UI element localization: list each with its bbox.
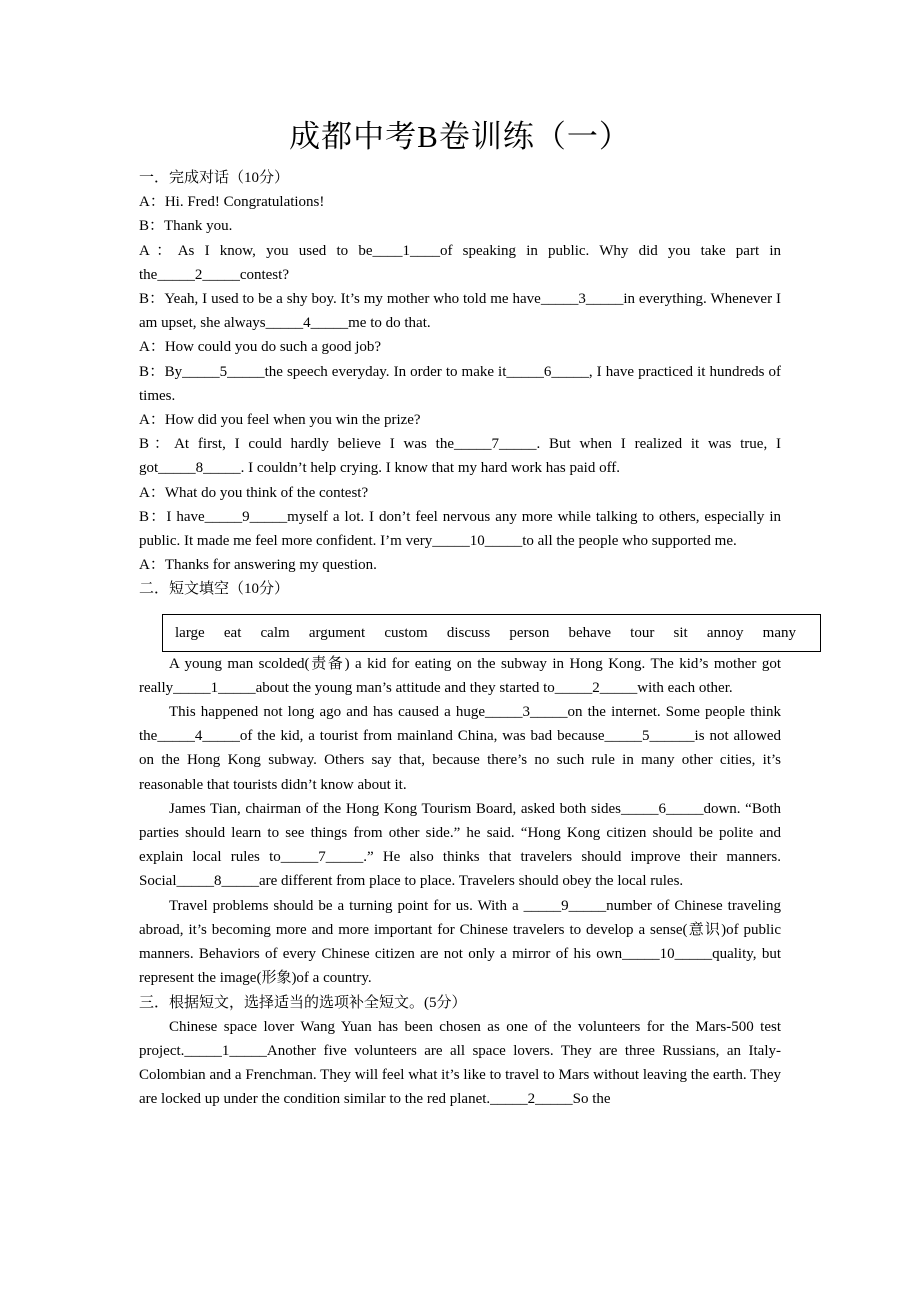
word-bank-item: argument	[308, 624, 366, 641]
dialogue-line: A：Hi. Fred! Congratulations!	[139, 194, 325, 211]
dialogue-line: B：At first, I could hardly believe I was the_____7_____. But when I realized it was true, I got_____8_____. I couldn’t help crying. I know that my hard work has paid off.	[139, 436, 781, 477]
passage-paragraph: Chinese space lover Wang Yuan has been chosen as one of the volunteers for the Mars-500 test project._____1_____Another five volunteers are all space lovers. They are three Russians, an Italy-Colombian and a Frenchman. They will feel what it’s like to travel to Mars without leaving the earth. They are locked up under the condition similar to the red planet._____2_____So the	[139, 1018, 781, 1108]
passage-paragraph: This happened not long ago and has caused a huge_____3_____on the internet. Some people think the_____4_____of the kid, a tourist from mainland China, was bad because_____5______is not allowed on the Hong Kong subway. Others say that, because there’s no such rule in many other cities, it’s reasonable that tourists didn’t know about it.	[139, 704, 781, 793]
word-bank-item: behave	[568, 624, 611, 641]
section3-heading: 三．根据短文，选择适当的选项补全短文。(5分）	[139, 994, 467, 1011]
word-bank-item: tour	[630, 624, 655, 641]
passage-paragraph: James Tian, chairman of the Hong Kong Tourism Board, asked both sides_____6_____down. “Both parties should learn to see things from other side.” he said. “Hong Kong citizen should be polite and explain local rules to_____7_____.” He also thinks that travelers should improve their manners. Social_____8_____are different from place to place. Travelers should obey the local rules.	[139, 800, 781, 890]
page-title: 成都中考B卷训练（一）	[289, 119, 631, 154]
word-bank-item: person	[509, 624, 550, 641]
passage-paragraph: Travel problems should be a turning point for us. With a _____9_____number of Chinese traveling abroad, it’s becoming more and more important for Chinese travelers to develop a sense(意识)of public manners. Behaviors of every Chinese citizen are not only a mirror of his own_____10_____quality, but represent the image(形象)of a country.	[139, 897, 781, 987]
dialogue-line: B：Thank you.	[139, 218, 233, 235]
word-bank-item: eat	[223, 624, 242, 641]
section2-heading: 二．短文填空（10分）	[139, 581, 290, 598]
dialogue-line: A：Thanks for answering my question.	[139, 557, 377, 574]
document-page	[139, 112, 796, 1112]
word-bank-item: calm	[260, 624, 290, 641]
section1-heading: 一．完成对话（10分）	[139, 170, 290, 186]
passage-paragraph: A young man scolded(责备) a kid for eating on the subway in Hong Kong. The kid’s mother got really_____1_____about the young man’s attitude and they started to_____2_____with each other.	[139, 655, 781, 696]
dialogue-line: A：What do you think of the contest?	[139, 484, 369, 501]
word-bank-item: annoy	[706, 624, 744, 641]
dialogue-line: A：As I know, you used to be____1____of speaking in public. Why did you take part in the_____2_____contest?	[139, 242, 781, 283]
dialogue-line: B：Yeah, I used to be a shy boy. It’s my mother who told me have_____3_____in everything. Whenever I am upset, she always_____4_____me to do that.	[139, 291, 781, 332]
dialogue-line: A：How could you do such a good job?	[139, 339, 382, 356]
word-bank-item: custom	[384, 624, 428, 641]
word-bank	[162, 614, 821, 652]
word-bank-item: discuss	[446, 624, 491, 641]
dialogue-line: B：By_____5_____the speech everyday. In order to make it_____6_____, I have practiced it hundreds of times.	[139, 363, 781, 404]
word-bank-item: many	[762, 624, 796, 641]
dialogue-line: B：I have_____9_____myself a lot. I don’t feel nervous any more while talking to others, especially in public. It made me feel more confident. I’m very_____10_____to all the people who supported me.	[139, 508, 781, 550]
word-bank-item: large	[175, 624, 205, 641]
word-bank-item: sit	[673, 624, 688, 641]
dialogue-line: A：How did you feel when you win the prize?	[139, 412, 421, 429]
